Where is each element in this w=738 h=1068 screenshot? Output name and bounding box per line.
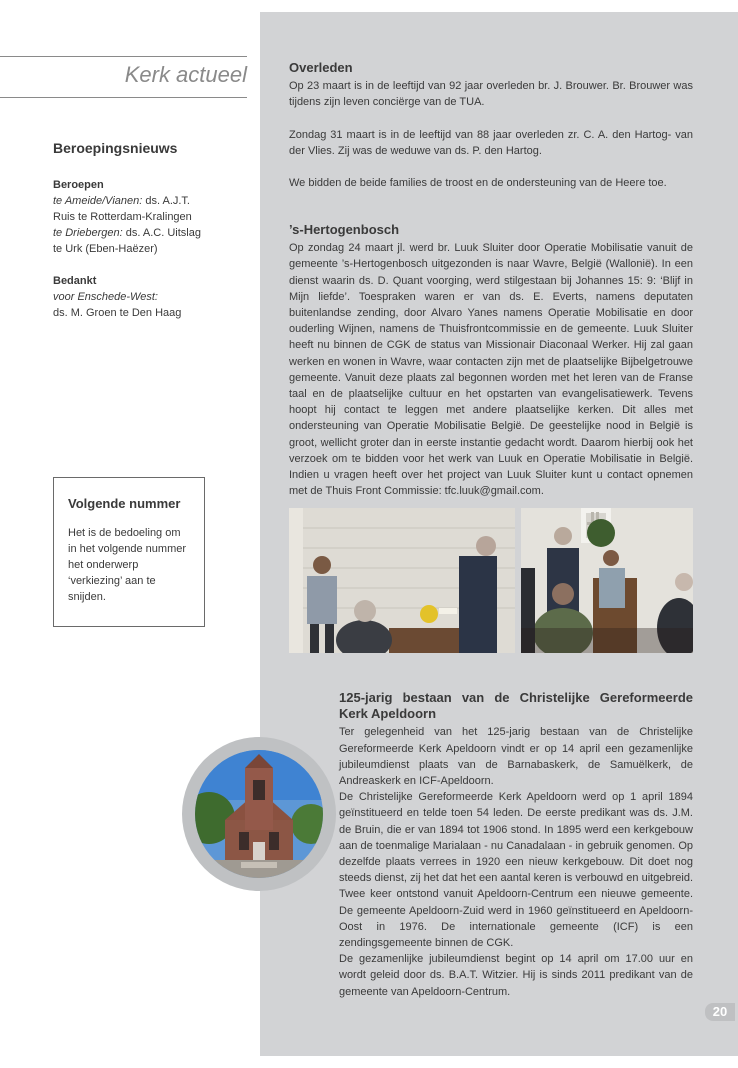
hertogenbosch-text: Op zondag 24 maart jl. werd br. Luuk Sluiter door Operatie Mobilisatie vanuit de gemeente ’s-Hertogenbosch uitgezonden is naar Wavre, België (Wallonië). In een dienst waarin ds. D. Quant voorging, werd stilgestaan bij Johannes 15: 9: ‘Blijf in Mijn liefde’. Toespraken waren er van ds. E. Everts, namens deputaten buitenlandse zending, door Alvaro Yanes namens Operatie Mobilisatie en door ouderling Wijnen, namens de Thuisfrontcommissie en de gemeente. Luuk Sluiter heeft nu binnen de CGK de status van Missionair Diaconaal Werker. Hij zal gaan werken en wonen in Wavre, waar contacten zijn met de plaatselijke Bijbelgetrouwe gemeente. Vanuit deze plaats zal begonnen worden met het leren van de Franse taal en de plaatselijke cultuur en het opstarten van evangelisatiewerk. Tevens hoopt hij contact te leggen met andere plaatselijke kerken. Dit alles met ondersteuning van Operatie Mobilisatie België. De geestelijke nood in België is groot, wellicht groter dan in eerste instantie gedacht wordt. Daarom hierbij ook het verzoek om te bidden voor het werk van Luuk en Operatie Mobilisatie in België. Indien u vragen heeft over het project van Luuk Sluiter kunt u contact opnemen met de Thuis Front Commissie: tfc.luuk@gmail.com.	[289, 242, 693, 498]
apeldoorn-p2: De Christelijke Gereformeerde Kerk Apeldoorn werd op 1 april 1894 geïnstitueerd en telde toen 54 leden. De eerste predikant was ds. J.M. de Bruin, die er van 1894 tot 1906 stond. In 1895 werd een kerkgebouw aan de toenmalige Marialaan - nu Canadalaan - in gebruik genomen. Op dezelfde plaats verrees in 1920 een nieuw kerkgebouw. Dit doet nog steeds dienst, zij het dat het een aantal keren is verbouwd en uitgebreid. Twee keer ontstond vanuit Apeldoorn-Centrum een nieuwe gemeente. De gemeente Apeldoorn-Zuid werd in 1960 geïnstitueerd en Apeldoorn-Oost in 1976. De internationale gemeente (ICF) is een zendingsgemeente binnen de CGK.	[339, 791, 693, 950]
church-photo	[195, 750, 323, 878]
page-number: 20	[705, 1003, 735, 1021]
beroep-1-place: te Ameide/Vianen:	[53, 195, 143, 207]
article-overleden	[289, 60, 693, 191]
volgende-nummer-text: Het is de bedoeling om in het volgende nummer het onderwerp ‘verkiezing’ aan te snijden.	[68, 527, 187, 603]
apeldoorn-p1: Ter gelegenheid van het 125-jarig bestaan van de Christelijke Gereformeerde Kerk Apeldoorn vindt er op 14 april een gezamenlijke jubileumdienst plaats van de Barnabaskerk, de Samuëlkerk, de Andreaskerk en ICF-Apeldoorn.	[339, 726, 693, 788]
beroep-1-cont: Ruis te Rotterdam-Kralingen	[53, 211, 192, 223]
beroep-1-name: ds. A.J.T.	[142, 195, 190, 207]
apeldoorn-p3: De gezamenlijke jubileumdienst begint op 14 april om 17.00 uur en wordt geleid door ds. B.A.T. Witzier. Hij is sinds 2011 predikant van de gemeente van Apeldoorn-Centrum.	[339, 953, 693, 998]
header-rule-top	[0, 56, 247, 57]
header-rule-bottom	[0, 97, 247, 98]
overleden-p3: We bidden de beide families de troost en de ondersteuning van de Heere toe.	[289, 177, 667, 190]
beroepingsnieuws-title: Beroepingsnieuws	[53, 140, 178, 156]
bedankt-label: Bedankt	[53, 275, 97, 287]
article-hertogenbosch	[289, 222, 693, 499]
volgende-nummer-title: Volgende nummer	[68, 496, 181, 511]
beroep-2	[53, 225, 258, 241]
beroep-1	[53, 193, 258, 209]
bedankt-name: ds. M. Groen te Den Haag	[53, 307, 182, 319]
overleden-p1: Op 23 maart is in de leeftijd van 92 jaar overleden br. J. Brouwer. Br. Brouwer was tijdens zijn leven conciërge van de TUA.	[289, 80, 693, 109]
overleden-title: Overleden	[289, 60, 353, 75]
bedankt-place: voor Enschede-West:	[53, 291, 158, 303]
hertogenbosch-title: ’s-Hertogenbosch	[289, 222, 400, 237]
article-apeldoorn	[339, 690, 693, 1000]
beroep-2-place: te Driebergen:	[53, 227, 123, 239]
beroepingsnieuws-column	[53, 140, 258, 321]
volgende-nummer-box	[53, 477, 205, 627]
beroep-2-name: ds. A.C. Uitslag	[122, 227, 201, 239]
photo-sending-service-1	[289, 508, 515, 653]
apeldoorn-title: 125-jarig bestaan van de Christelijke Gereformeerde Kerk Apeldoorn	[339, 690, 693, 722]
photo-sending-service-2	[521, 508, 693, 653]
overleden-p2: Zondag 31 maart is in de leeftijd van 88 jaar overleden zr. C. A. den Hartog- van der Vlies. Zij was de weduwe van ds. P. den Hartog.	[289, 128, 693, 157]
beroep-2-cont: te Urk (Eben-Haëzer)	[53, 243, 158, 255]
beroepen-label: Beroepen	[53, 179, 104, 191]
section-title: Kerk actueel	[124, 62, 247, 87]
